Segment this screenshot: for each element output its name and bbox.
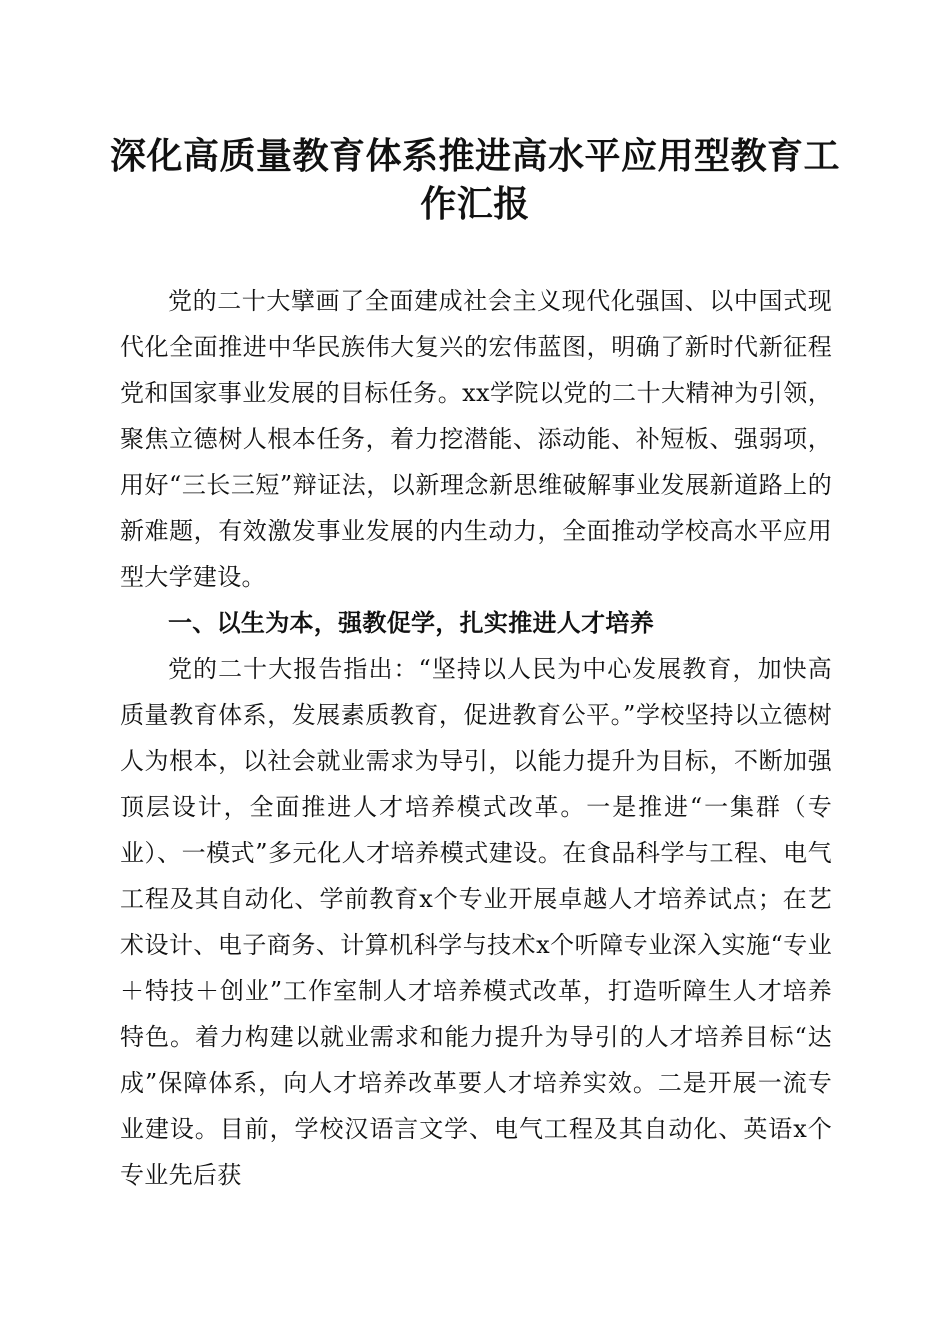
section-1-paragraph: 党的二十大报告指出：“坚持以人民为中心发展教育，加快高质量教育体系，发展素质教育，促进教育公平。”学校坚持以立德树人为根本，以社会就业需求为导引，以能力提升为目标，不断加强顶层设计，全面推进人才培养模式改革。一是推进“一集群（专业）、一模式”多元化人才培养模式建设。在食品科学与工程、电气工程及其自动化、学前教育x个专业开展卓越人才培养试点；在艺术设计、电子商务、计算机科学与技术x个听障专业深入实施“专业＋特技＋创业”工作室制人才培养模式改革，打造听障生人才培养特色。着力构建以就业需求和能力提升为导引的人才培养目标“达成”保障体系，向人才培养改革要人才培养实效。二是开展一流专业建设。目前，学校汉语言文学、电气工程及其自动化、英语x个专业先后获 <box>120 655 832 1189</box>
document-title: 深化高质量教育体系推进高水平应用型教育工作汇报 <box>110 135 841 225</box>
document-body <box>120 278 832 1198</box>
intro-paragraph: 党的二十大擘画了全面建成社会主义现代化强国、以中国式现代化全面推进中华民族伟大复兴的宏伟蓝图，明确了新时代新征程党和国家事业发展的目标任务。xx学院以党的二十大精神为引领，聚焦立德树人根本任务，着力挖潜能、添动能、补短板、强弱项，用好“三长三短”辩证法，以新理念新思维破解事业发展新道路上的新难题，有效激发事业发展的内生动力，全面推动学校高水平应用型大学建设。 <box>120 287 832 591</box>
section-heading-1: 一、以生为本，强教促学，扎实推进人才培养 <box>168 609 654 637</box>
